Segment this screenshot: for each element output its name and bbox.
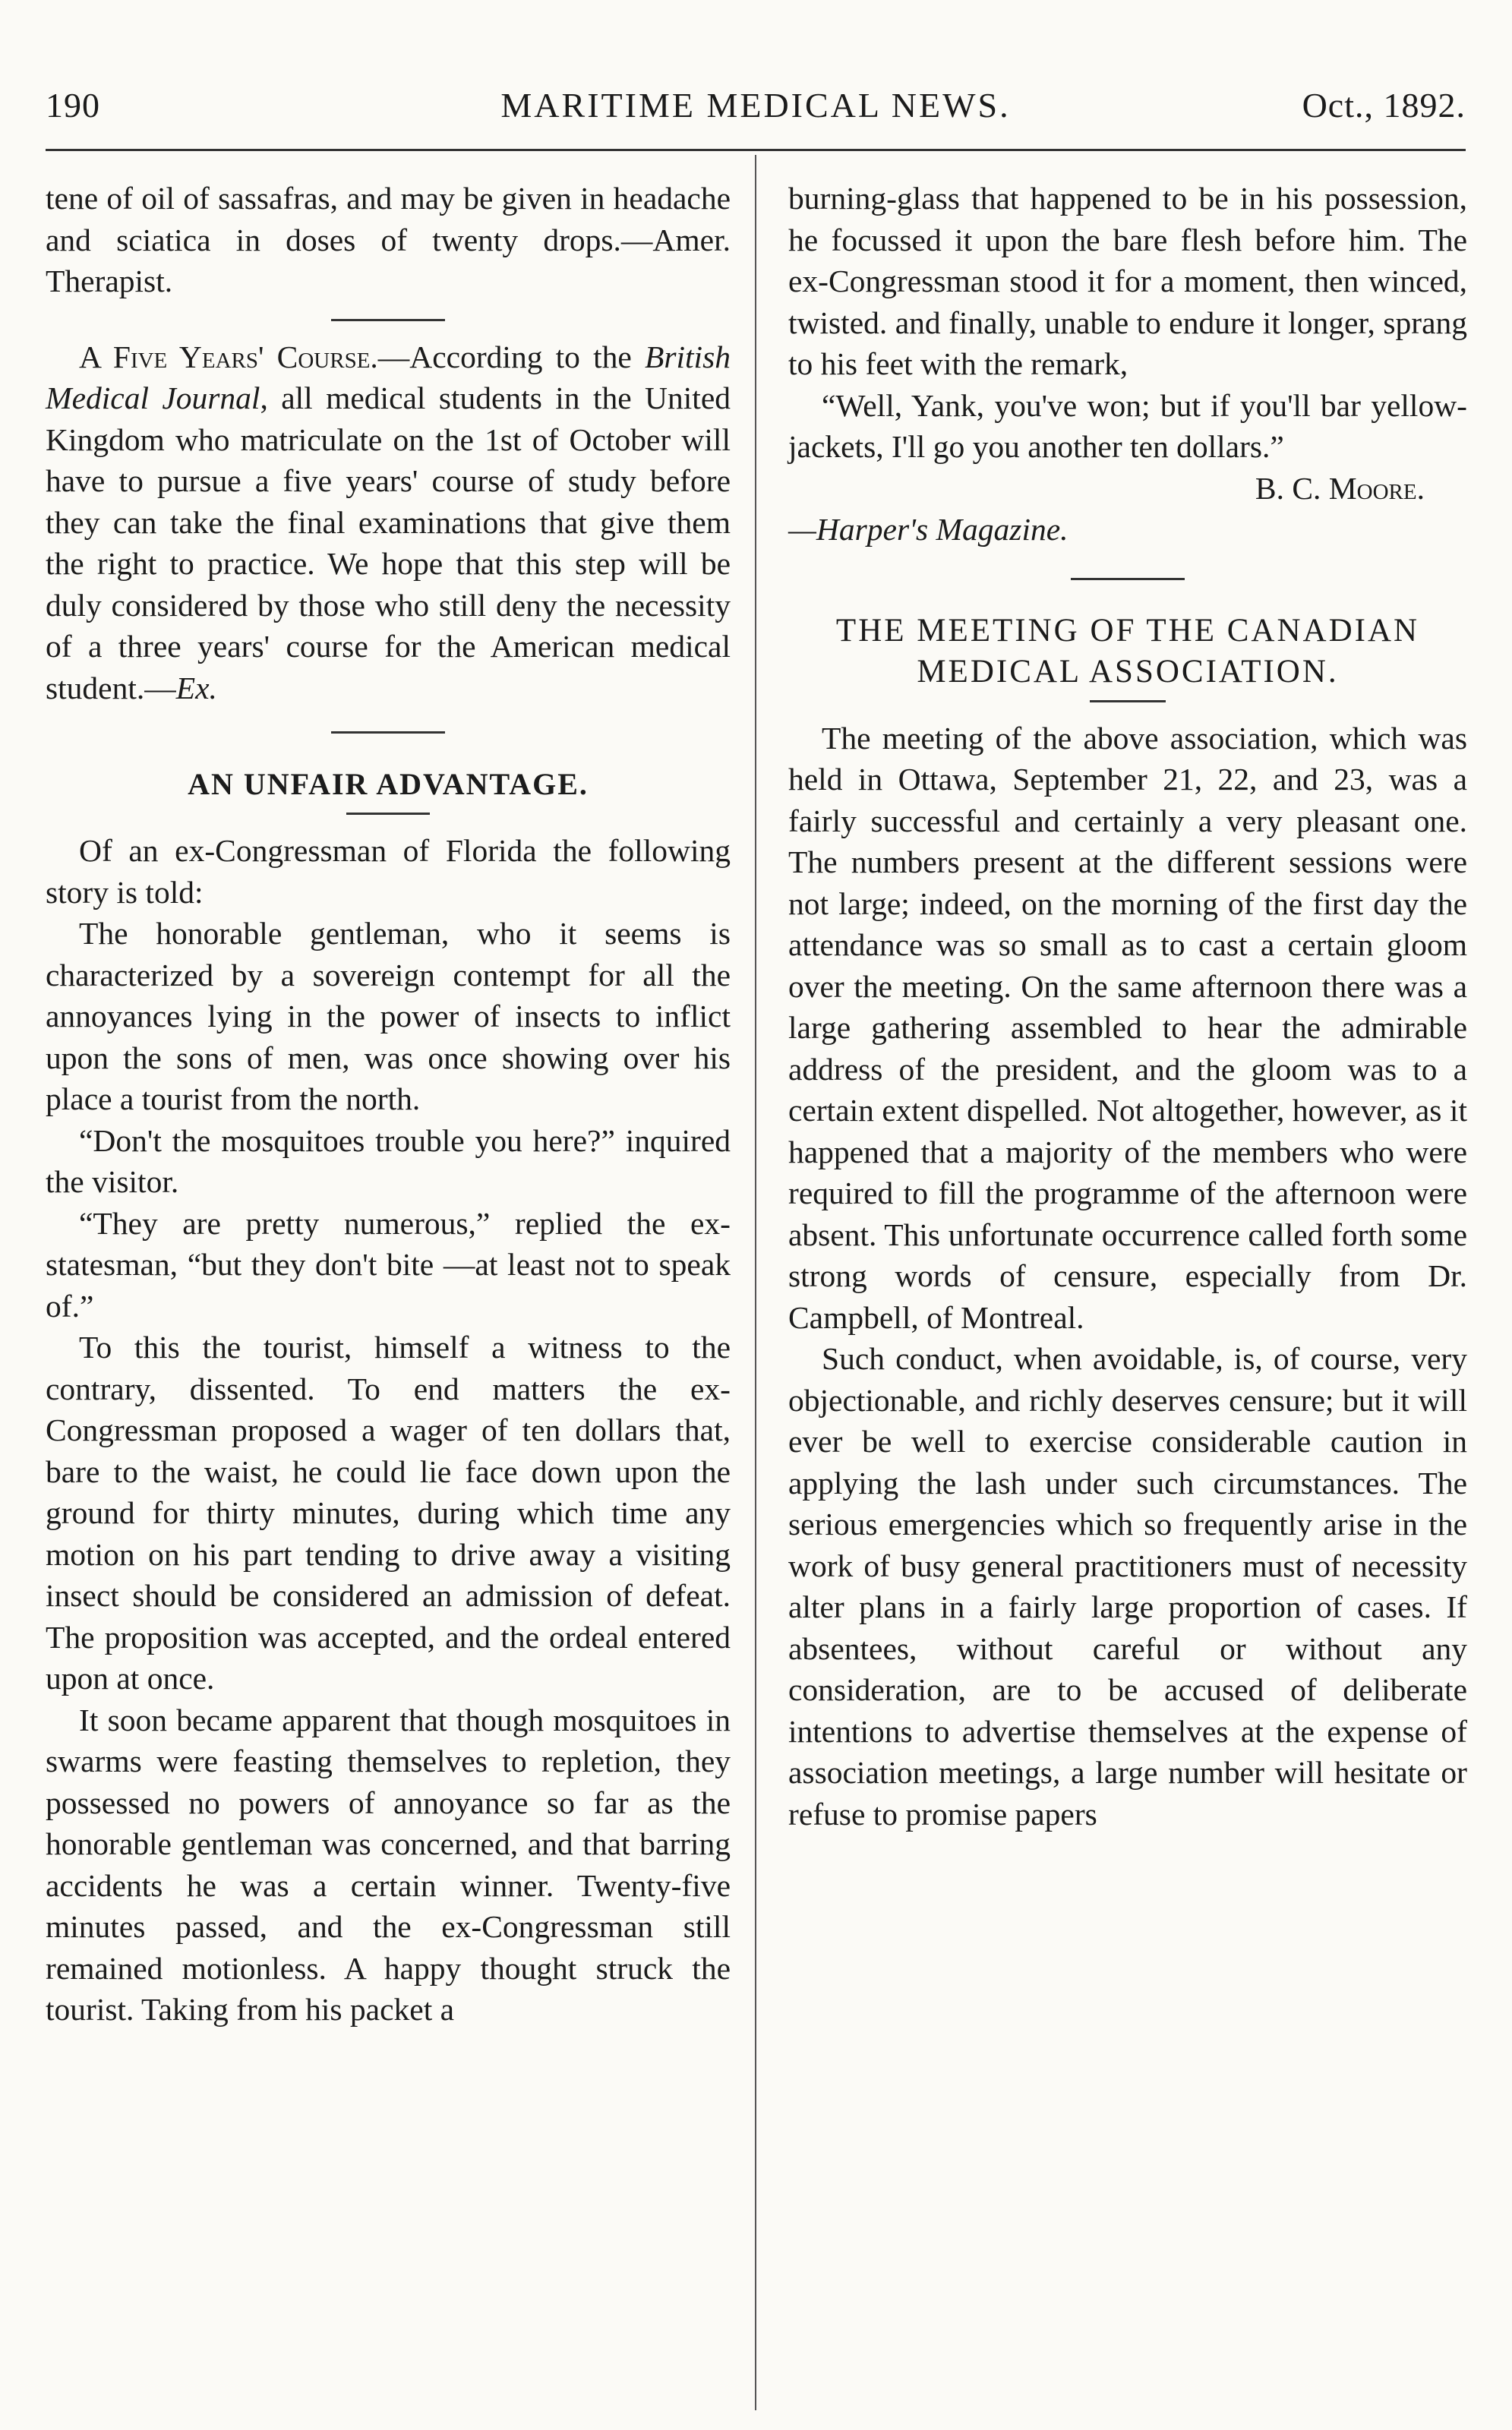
paragraph: The meeting of the above association, which was held in Ottawa, September 21, 22, and 23, was a fairly successful and certainly a very pleasant one. The numbers present at the different sessions were not large; indeed, on the morning of the first day the attendance was so small as to cast a certain gloom over the meeting. On the same afternoon there was a large gathering assembled to hear the admirable address of the president, and the gloom was to a certain extent dispelled. Not altogether, however, as it happened that a majority of the members who were required to fill the programme of the afternoon were absent. This unfortunate occurrence called forth some strong words of censure, especially from Dr. Campbell, of Montreal.: [788, 720, 1467, 1335]
journal-title: MARITIME MEDICAL NEWS.: [500, 86, 1011, 125]
page-number: 190: [46, 86, 100, 125]
source-credit: —Harper's Magazine.: [788, 512, 1069, 547]
journal-name: British Medical Journal: [46, 339, 731, 415]
short-rule: [331, 319, 445, 321]
paragraph: To this the tourist, himself a witness to the contrary, dissented. To end matters the ex-Congressman proposed a wager of ten dollars that, bare to the waist, he could lie face down upon the ground for thirty minutes, during which time any motion on his part tending to drive away a visiting insect should be considered an admission of defeat. The proposition was accepted, and the ordeal entered upon at once.: [46, 1330, 731, 1696]
left-column: [46, 178, 731, 2031]
paragraph: “They are pretty numerous,” replied the ex-statesman, “but they don't bite —at least not to speak of.”: [46, 1205, 731, 1324]
paragraph: A Five Years' Course.—According to the British Medical Journal, all medical students in the United Kingdom who matriculate on the 1st of October will have to pursue a five years' course of study before they can take the final examinations that give them the right to practice. We hope that this step will be duly considered by those who still deny the necessity of a three years' course for the American medical student.—Ex.: [46, 339, 731, 705]
paragraph: Of an ex-Congressman of Florida the following story is told:: [46, 833, 731, 910]
header-rule: [46, 149, 1466, 151]
paragraph: It soon became apparent that though mosquitoes in swarms were feasting themselves to repletion, they possessed no powers of annoyance so far as the honorable gentleman was concerned, and that barring accidents he was a certain winner. Twenty-five minutes passed, and the ex-Congressman still remained motionless. A happy thought struck the tourist. Taking from his packet a: [46, 1702, 731, 2027]
paragraph: tene of oil of sassafras, and may be given in headache and sciatica in doses of twenty drops.—Amer. Therapist.: [46, 181, 731, 298]
issue-date: Oct., 1892.: [1302, 86, 1466, 125]
paragraph: Such conduct, when avoidable, is, of course, very objectionable, and richly deserves censure; but it will ever be well to exercise considerable caution in applying the lash under such circumstances. The serious emergencies which so frequently arise in the work of busy general practitioners must of necessity alter plans in a fairly large proportion of cases. If absentees, without careful or without any consideration, are to be accused of deliberate intentions to advertise themselves at the expense of association meetings, a large number will hesitate or refuse to promise papers: [788, 1341, 1467, 1832]
run-in-heading: A Five Years' Course.: [79, 339, 378, 374]
short-rule: [331, 731, 445, 734]
article-heading: THE MEETING OF THE CANADIAN MEDICAL ASSOCIATION.: [835, 612, 1420, 690]
running-header: [46, 85, 1466, 138]
paragraph: The honorable gentleman, who it seems is characterized by a sovereign contempt for all the annoyances lying in the power of insects to inflict upon the sons of men, was once showing over his place a tourist from the north.: [46, 916, 731, 1116]
article-heading: AN UNFAIR ADVANTAGE.: [188, 767, 589, 801]
short-rule: [346, 813, 430, 815]
paragraph: “Don't the mosquitoes trouble you here?” inquired the visitor.: [46, 1122, 731, 1199]
short-rule: [1090, 700, 1166, 702]
author-signature: B. C. Moore.: [1255, 470, 1425, 506]
short-rule: [1071, 578, 1185, 580]
paragraph: burning-glass that happened to be in his possession, he focussed it upon the bare flesh before him. The ex-Congressman stood it for a moment, then winced, twisted. and finally, unable to endure it longer, sprang to his feet with the remark,: [788, 181, 1467, 381]
right-column: [788, 178, 1467, 1835]
source-abbrev: Ex.: [175, 670, 217, 705]
paragraph: “Well, Yank, you've won; but if you'll bar yellow-jackets, I'll go you another ten dollars.”: [788, 387, 1467, 464]
column-divider: [755, 155, 756, 2410]
